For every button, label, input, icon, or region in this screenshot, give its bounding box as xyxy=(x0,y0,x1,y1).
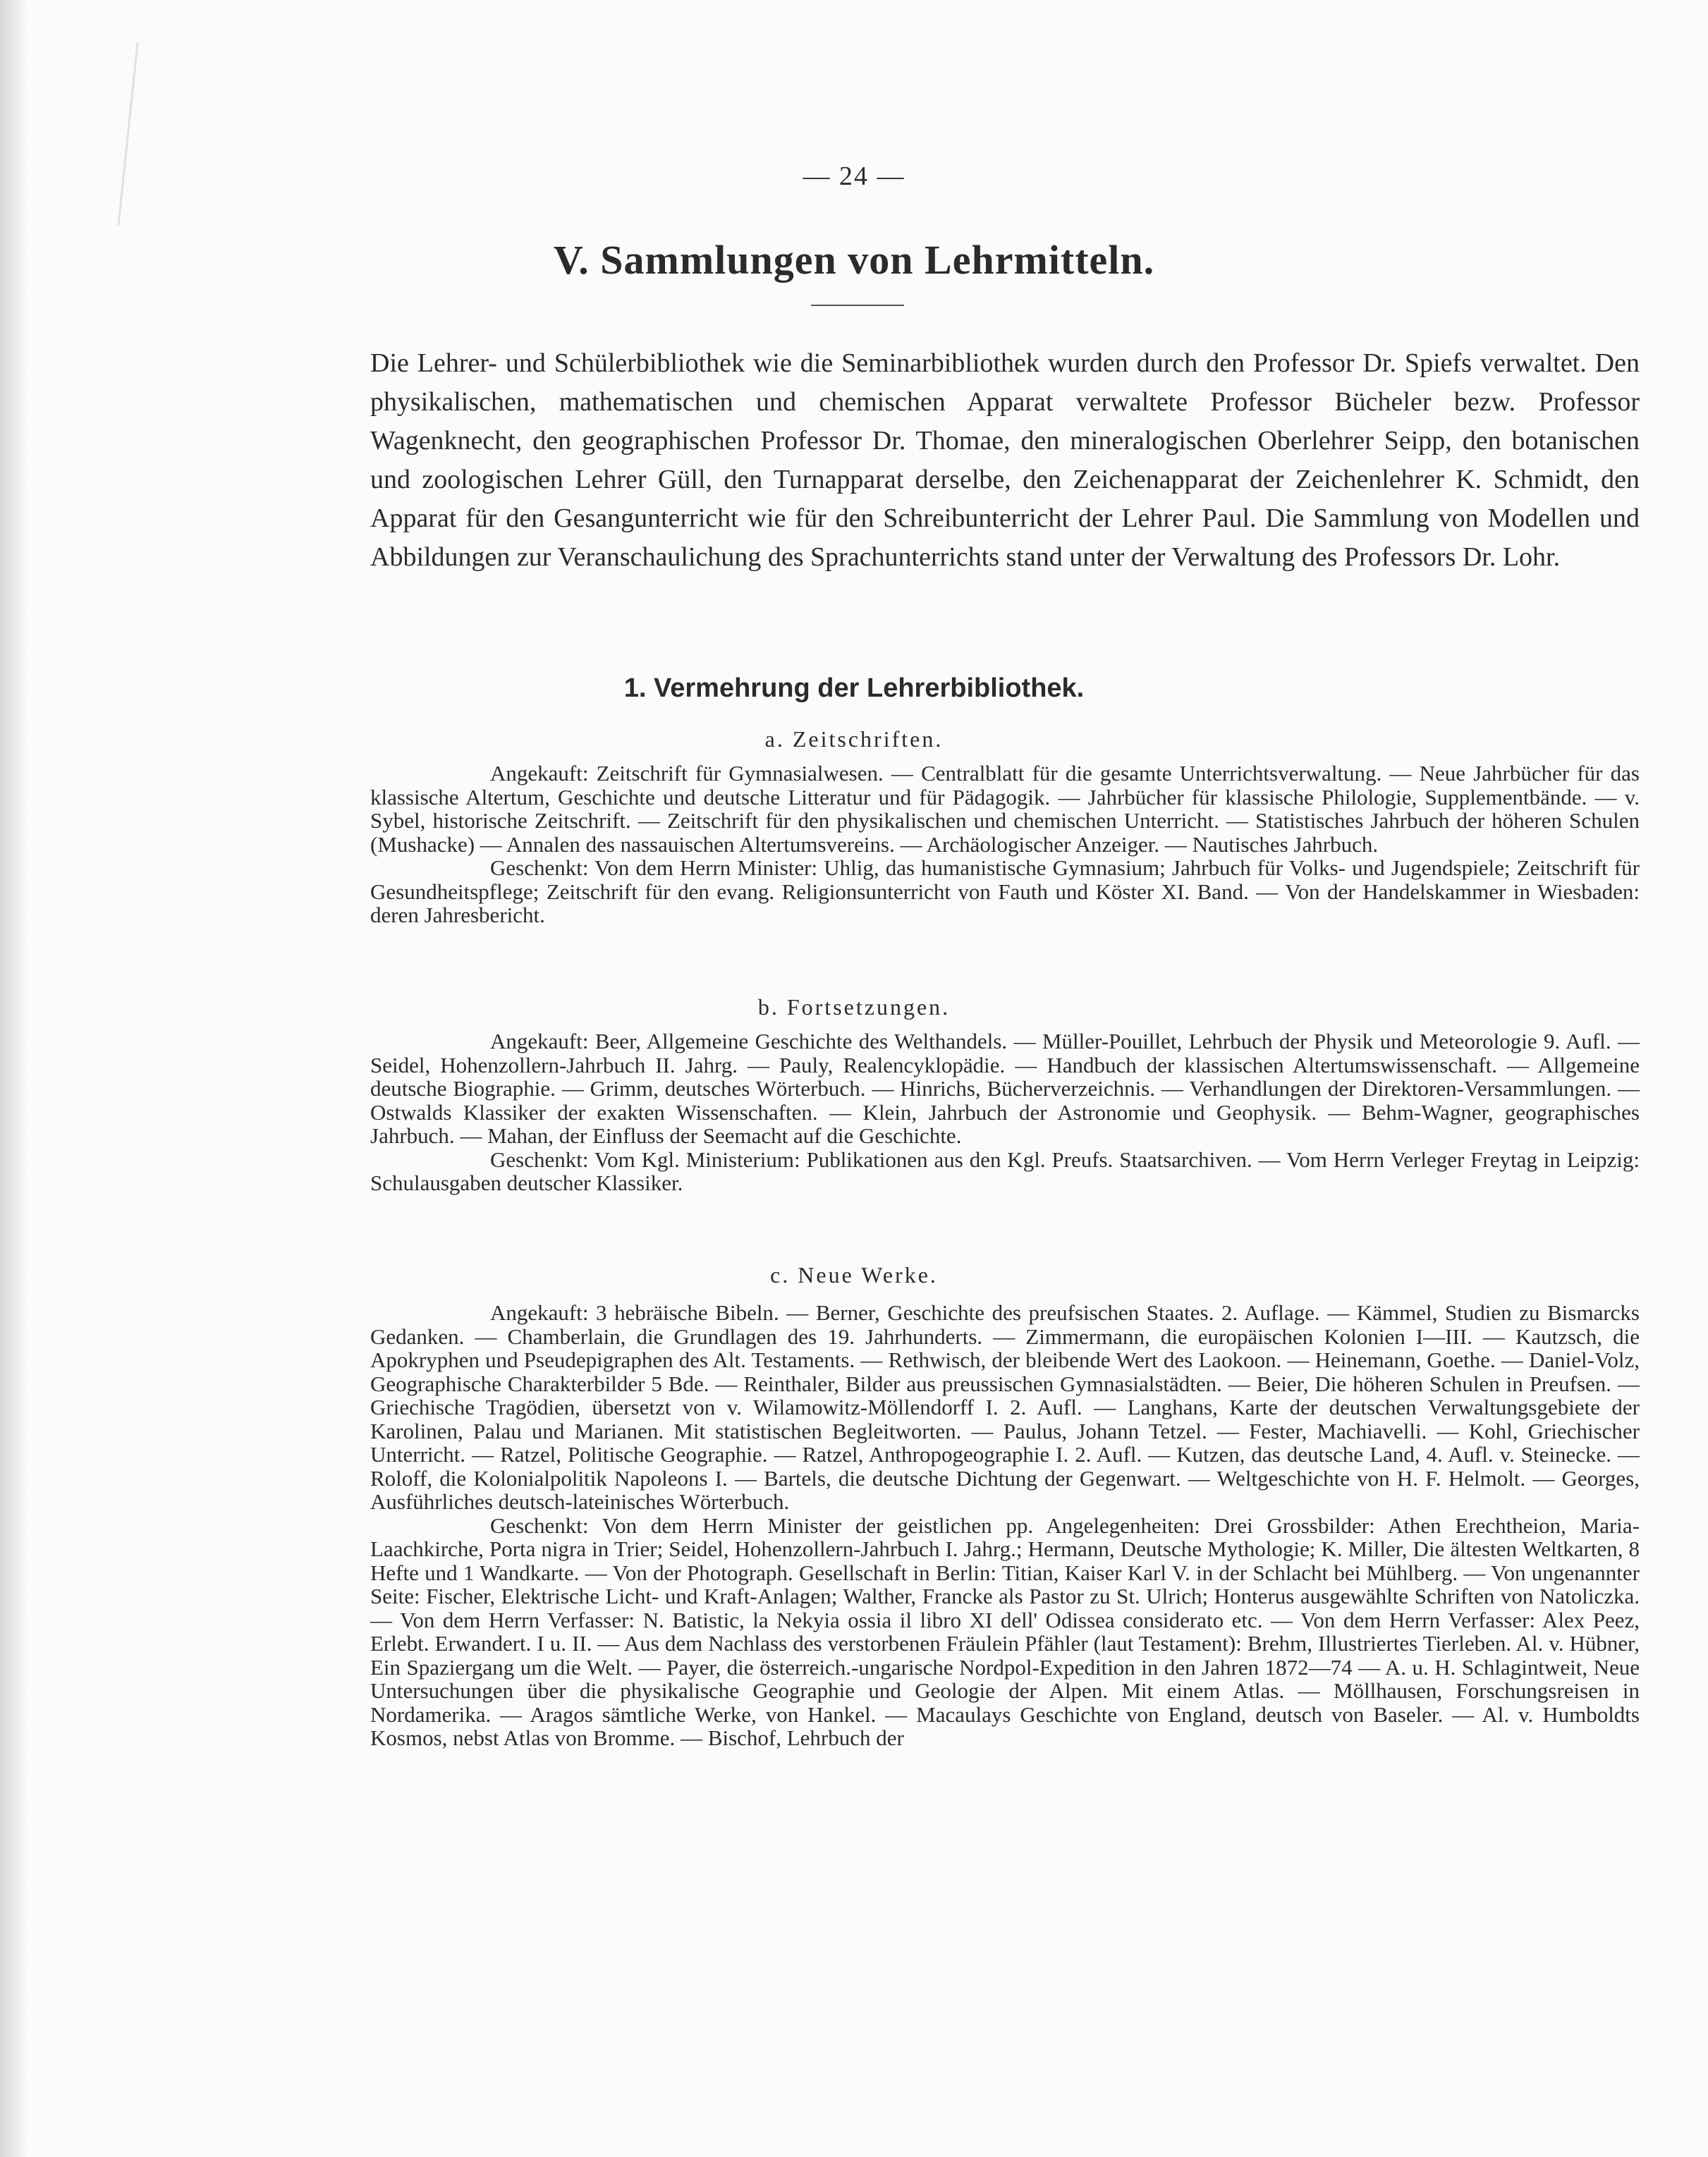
intro-paragraph xyxy=(370,344,1640,577)
intro-text: Die Lehrer- und Schülerbibliothek wie die Seminarbibliothek wurden durch den Professor Dr. Spiefs verwaltet. Den physikalischen, mathematischen und chemischen Apparat verwaltete Professor Bücheler bezw. Professor Wagenknecht, den geographischen Professor Dr. Thomae, den mineralogischen Oberlehrer Seipp, den botanischen und zoologischen Lehrer Güll, den Turnapparat derselbe, den Zeichenapparat der Zeichenlehrer K. Schmidt, den Apparat für den Gesangunterricht wie für den Schreibunterricht der Lehrer Paul. Die Sammlung von Modellen und Abbildungen zur Veranschaulichung des Sprachunterrichts stand unter der Verwaltung des Professors Dr. Lohr. xyxy=(370,348,1640,572)
subsection-a-body xyxy=(370,762,1640,927)
paragraph-c-geschenkt: Geschenkt: Von dem Herrn Minister der geistlichen pp. Angelegenheiten: Drei Grossbilder: Athen Erechtheion, Maria-Laachkirche, Porta nigra in Trier; Seidel, Hohenzollern-Jahrbuch I. Jahrg.; Hermann, Deutsche Mythologie; K. Miller, Die ältesten Weltkarten, 8 Hefte und 1 Wandkarte. — Von der Photograph. Gesellschaft in Berlin: Titian, Kaiser Karl V. in der Schlacht bei Mühlberg. — Von ungenannter Seite: Fischer, Elektrische Licht- und Kraft-Anlagen; Walther, Francke als Pastor zu St. Ulrich; Honterus ausgewählte Schriften von Natoliczka. — Von dem Herrn Verfasser: N. Batistic, la Nekyia ossia il libro XI dell' Odissea considerato etc. — Von dem Herrn Verfasser: Alex Peez, Erlebt. Erwandert. I u. II. — Aus dem Nachlass des verstorbenen Fräulein Pfähler (laut Testament): Brehm, Illustriertes Tierleben. Al. v. Hübner, Ein Spaziergang um die Welt. — Payer, die österreich.-ungarische Nordpol-Expedition in den Jahren 1872—74 — A. u. H. Schlagintweit, Neue Untersuchungen über die physikalische Geographie und Geologie der Alpen. Mit einem Atlas. — Möllhausen, Forschungsreisen in Nordamerika. — Aragos sämtliche Werke, von Hankel. — Macaulays Geschichte von England, deutsch von Baseler. — Al. v. Humboldts Kosmos, nebst Atlas von Bromme. — Bischof, Lehrbuch der xyxy=(370,1513,1640,1750)
paragraph-a-geschenkt: Geschenkt: Von dem Herrn Minister: Uhlig, das humanistische Gymnasium; Jahrbuch für Volks- und Jugendspiele; Zeitschrift für Gesundheitspflege; Zeitschrift für den evang. Religionsunterricht von Fauth und Köster XI. Band. — Von der Handelskammer in Wiesbaden: deren Jahresbericht. xyxy=(370,855,1640,927)
title-rule xyxy=(811,305,904,306)
chapter-title: V. Sammlungen von Lehrmitteln. xyxy=(553,237,1155,283)
subsection-heading-a: a. Zeitschriften. xyxy=(764,726,944,752)
subsection-b-body xyxy=(370,1029,1640,1195)
paragraph-a-angekauft: Angekauft: Zeitschrift für Gymnasialwesen. — Centralblatt für die gesamte Unterrichtsverwaltung. — Neue Jahrbücher für das klassische Altertum, Geschichte und deutsche Litteratur und für Pädagogik. — Jahrbücher für klassische Philologie, Supplementbände. — v. Sybel, historische Zeitschrift. — Zeitschrift für den physikalischen und chemischen Unterricht. — Statistisches Jahrbuch der höheren Schulen (Mushacke) — Annalen des nassauischen Altertumsvereins. — Archäologischer Anzeiger. — Nautisches Jahrbuch. xyxy=(370,761,1640,857)
paragraph-c-angekauft: Angekauft: 3 hebräische Bibeln. — Berner, Geschichte des preufsischen Staates. 2. Auflage. — Kämmel, Studien zu Bismarcks Gedanken. — Chamberlain, die Grundlagen des 19. Jahrhunderts. — Zimmermann, die europäischen Kolonien I—III. — Kautzsch, die Apokryphen und Pseudepigraphen des Alt. Testaments. — Rethwisch, der bleibende Wert des Laokoon. — Heinemann, Goethe. — Daniel-Volz, Geographische Charakterbilder 5 Bde. — Reinthaler, Bilder aus preussischen Gymnasialstädten. — Beier, Die höheren Schulen in Preufsen. — Griechische Tragödien, übersetzt von v. Wilamowitz-Möllendorff I. 2. Aufl. — Langhans, Karte der deutschen Verwaltungsgebiete der Karolinen, Palau und Marianen. Mit statistischen Begleitworten. — Paulus, Johann Tetzel. — Fester, Machiavelli. — Kohl, Griechischer Unterricht. — Ratzel, Politische Geographie. — Ratzel, Anthropogeographie I. 2. Aufl. — Kutzen, das deutsche Land, 4. Aufl. v. Steinecke. — Roloff, die Kolonialpolitik Napoleons I. — Bartels, die deutsche Dichtung der Gegenwart. — Weltgeschichte von H. F. Helmolt. — Georges, Ausführliches deutsch-lateinisches Wörterbuch. xyxy=(370,1300,1640,1514)
section-heading: 1. Vermehrung der Lehrerbibliothek. xyxy=(623,673,1085,703)
subsection-heading-b: b. Fortsetzungen. xyxy=(757,994,951,1020)
scan-edge-shadow xyxy=(0,0,28,2157)
subsection-c-body xyxy=(370,1301,1640,1750)
page-number: — 24 — xyxy=(803,161,905,191)
paragraph-b-angekauft: Angekauft: Beer, Allgemeine Geschichte des Welthandels. — Müller-Pouillet, Lehrbuch der Physik und Meteorologie 9. Aufl. — Seidel, Hohenzollern-Jahrbuch II. Jahrg. — Pauly, Realencyklopädie. — Handbuch der klassischen Altertumswissenschaft. — Allgemeine deutsche Biographie. — Grimm, deutsches Wörterbuch. — Hinrichs, Bücherverzeichnis. — Verhandlungen der Direktoren-Versammlungen. — Ostwalds Klassiker der exakten Wissenschaften. — Klein, Jahrbuch der Astronomie und Geophysik. — Behm-Wagner, geographisches Jahrbuch. — Mahan, der Einfluss der Seemacht auf die Geschichte. xyxy=(370,1029,1640,1148)
paper-fold-mark xyxy=(75,42,138,226)
paragraph-b-geschenkt: Geschenkt: Vom Kgl. Ministerium: Publikationen aus den Kgl. Preufs. Staatsarchiven. — Vom Herrn Verleger Freytag in Leipzig: Schulausgaben deutscher Klassiker. xyxy=(370,1147,1640,1195)
subsection-heading-c: c. Neue Werke. xyxy=(770,1262,938,1288)
